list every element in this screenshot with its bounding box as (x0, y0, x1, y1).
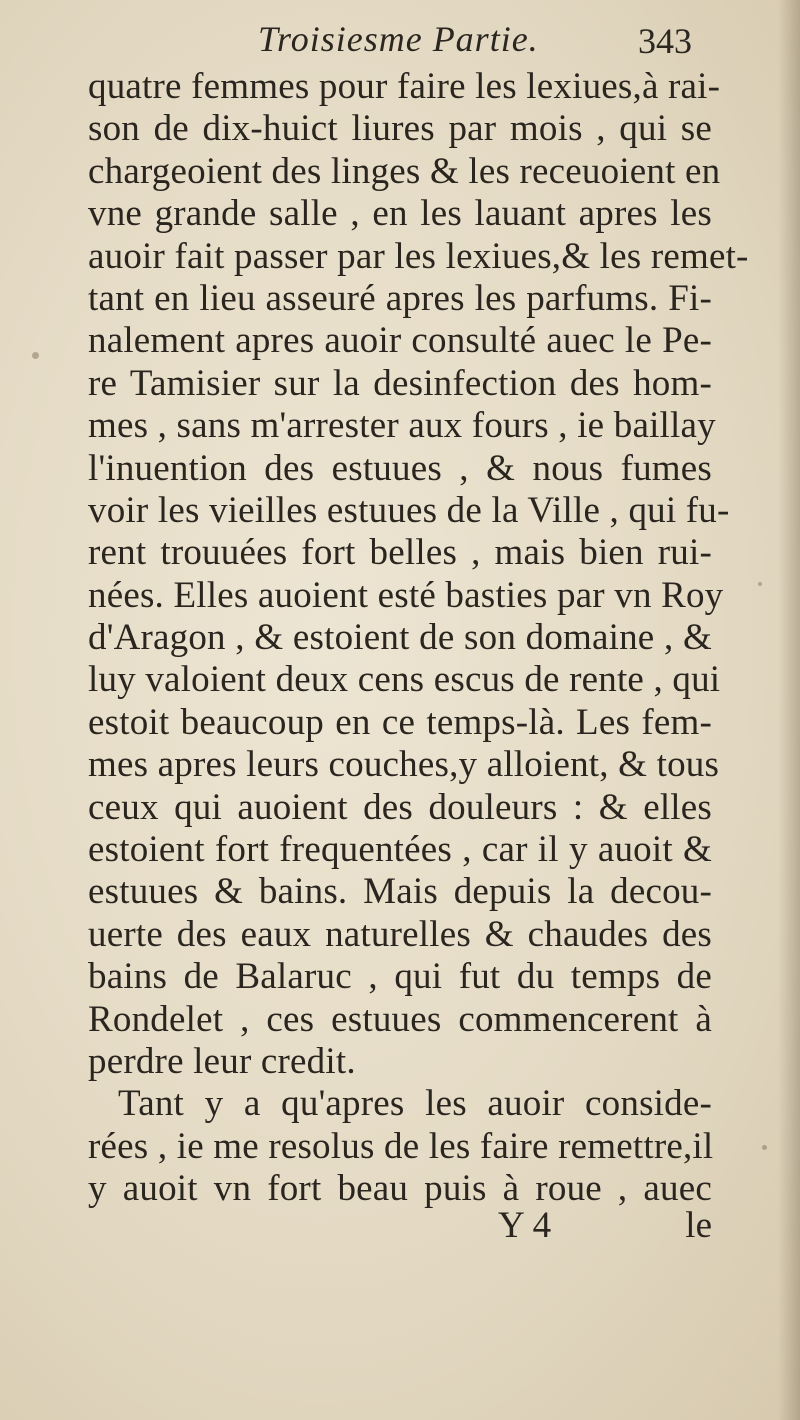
text-line: y auoit vn fort beau puis à roue , auec (88, 1168, 712, 1210)
text-line: l'inuention des estuues , & nous fumes (88, 447, 712, 489)
text-line: d'Aragon , & estoient de son domaine , & (88, 617, 712, 659)
page-footer (88, 1204, 712, 1248)
text-line: estoient fort frequentées , car il y auoit & (88, 829, 712, 871)
text-line: chargeoient des linges & les receuoient en (88, 150, 721, 192)
paragraph-first-line: Tant y a qu'apres les auoir conside- (118, 1083, 712, 1125)
running-head: Troisiesme Partie. (258, 19, 539, 59)
text-line: nalement apres auoir consulté auec le Pe- (88, 320, 712, 362)
text-line: luy valoient deux cens escus de rente , qui (88, 659, 721, 701)
text-line: estuues & bains. Mais depuis la decou- (88, 871, 712, 913)
text-line: uerte des eaux naturelles & chaudes des (88, 913, 712, 955)
page-edge-shadow (778, 0, 800, 1420)
text-line: vne grande salle , en les lauant apres les (88, 193, 712, 235)
text-line: tant en lieu asseuré apres les parfums. Fi- (88, 277, 712, 319)
text-line: Rondelet , ces estuues commencerent à (88, 998, 712, 1040)
text-line: auoir fait passer par les lexiues,& les remet- (88, 235, 749, 277)
text-line: voir les vieilles estuues de la Ville , qui fu- (88, 489, 730, 531)
page-header (0, 14, 800, 64)
text-line: nées. Elles auoient esté basties par vn Roy (88, 574, 724, 616)
text-line: rent trouuées fort belles , mais bien rui- (88, 532, 712, 574)
body-text (88, 66, 749, 1211)
text-line: mes apres leurs couches,y alloient, & tous (88, 744, 720, 786)
text-line: perdre leur credit. (88, 1040, 356, 1082)
signature-mark: Y 4 (498, 1205, 552, 1246)
foxing-spot (32, 352, 39, 359)
text-line: rées , ie me resolus de les faire remettre,il (88, 1125, 714, 1167)
text-line: re Tamisier sur la desinfection des hom- (88, 362, 712, 404)
text-line: ceux qui auoient des douleurs : & elles (88, 786, 712, 828)
catchword: le (685, 1205, 712, 1246)
foxing-spot (758, 582, 762, 586)
page-number: 343 (638, 21, 692, 61)
text-line: bains de Balaruc , qui fut du temps de (88, 956, 712, 998)
text-line: estoit beaucoup en ce temps-là. Les fem- (88, 701, 712, 743)
text-line: mes , sans m'arrester aux fours , ie baillay (88, 405, 716, 447)
text-line: son de dix-huict liures par mois , qui se (88, 108, 712, 150)
foxing-spot (762, 1145, 767, 1150)
text-line: quatre femmes pour faire les lexiues,à rai- (88, 66, 721, 107)
